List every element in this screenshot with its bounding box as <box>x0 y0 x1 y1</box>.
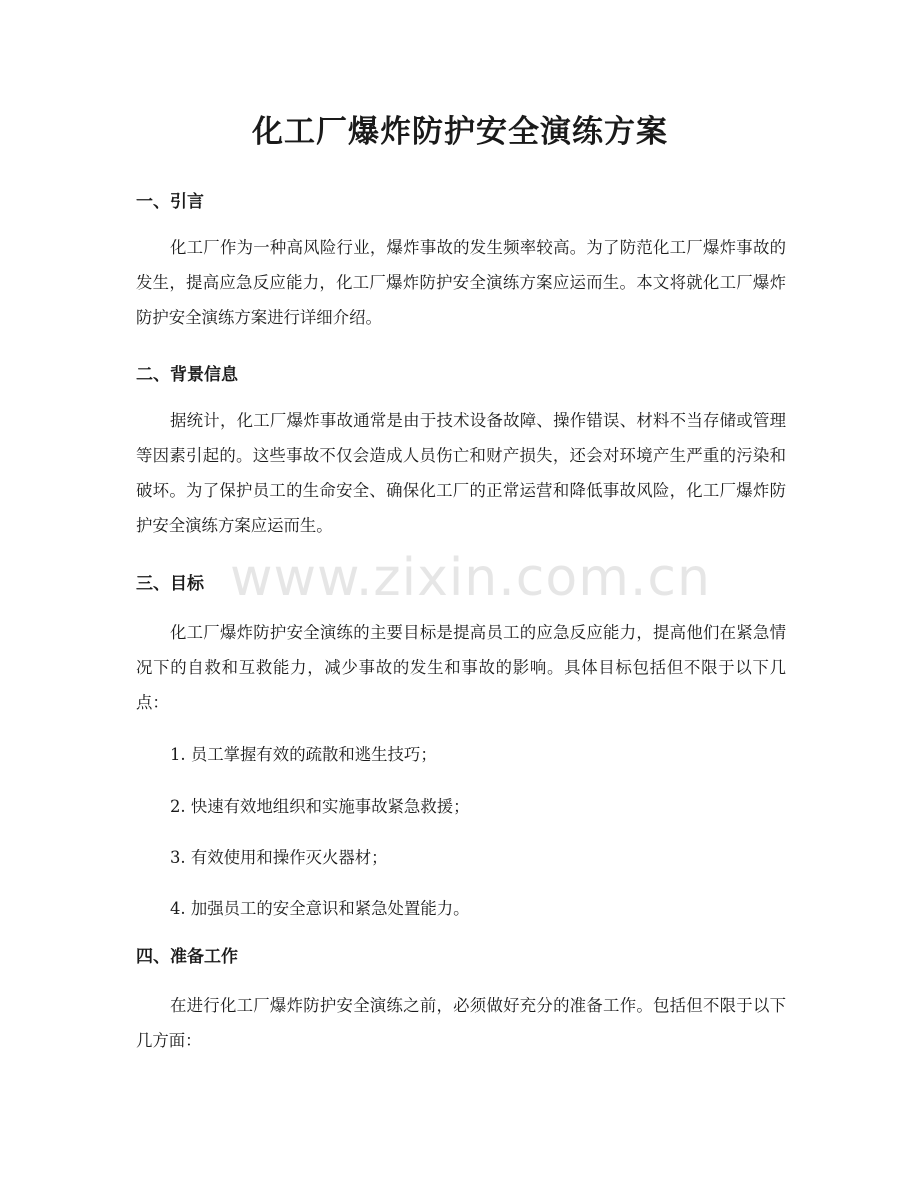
site-watermark: www.zixin.com.cn <box>230 548 711 608</box>
goal-list-item-3: 3. 有效使用和操作灭火器材； <box>170 848 388 867</box>
document-title: 化工厂爆炸防护安全演练方案 <box>252 114 668 150</box>
background-paragraph: 据统计，化工厂爆炸事故通常是由于技术设备故障、操作错误、材料不当存储或管理等因素引起的。这些事故不仅会造成人员伤亡和财产损失，还会对环境产生严重的污染和破坏。为了保护员工的生命安全、确保化工厂的正常运营和降低事故风险，化工厂爆炸防护安全演练方案应运而生。 <box>136 411 786 535</box>
goals-paragraph: 化工厂爆炸防护安全演练的主要目标是提高员工的应急反应能力，提高他们在紧急情况下的自救和互救能力，减少事故的发生和事故的影响。具体目标包括但不限于以下几点： <box>136 623 786 712</box>
section-heading-background: 二、背景信息 <box>136 365 238 385</box>
section-heading-preparation: 四、准备工作 <box>136 947 238 967</box>
preparation-paragraph: 在进行化工厂爆炸防护安全演练之前，必须做好充分的准备工作。包括但不限于以下几方面： <box>136 996 786 1050</box>
goal-list-item-2: 2. 快速有效地组织和实施事故紧急救援； <box>170 797 470 816</box>
section-heading-goals: 三、目标 <box>136 574 204 594</box>
goal-list-item-1: 1. 员工掌握有效的疏散和逃生技巧； <box>170 745 437 764</box>
goal-list-item-4: 4. 加强员工的安全意识和紧急处置能力。 <box>170 899 470 918</box>
introduction-paragraph: 化工厂作为一种高风险行业，爆炸事故的发生频率较高。为了防范化工厂爆炸事故的发生，提高应急反应能力，化工厂爆炸防护安全演练方案应运而生。本文将就化工厂爆炸防护安全演练方案进行详细介绍。 <box>136 238 786 327</box>
section-heading-introduction: 一、引言 <box>136 192 204 212</box>
